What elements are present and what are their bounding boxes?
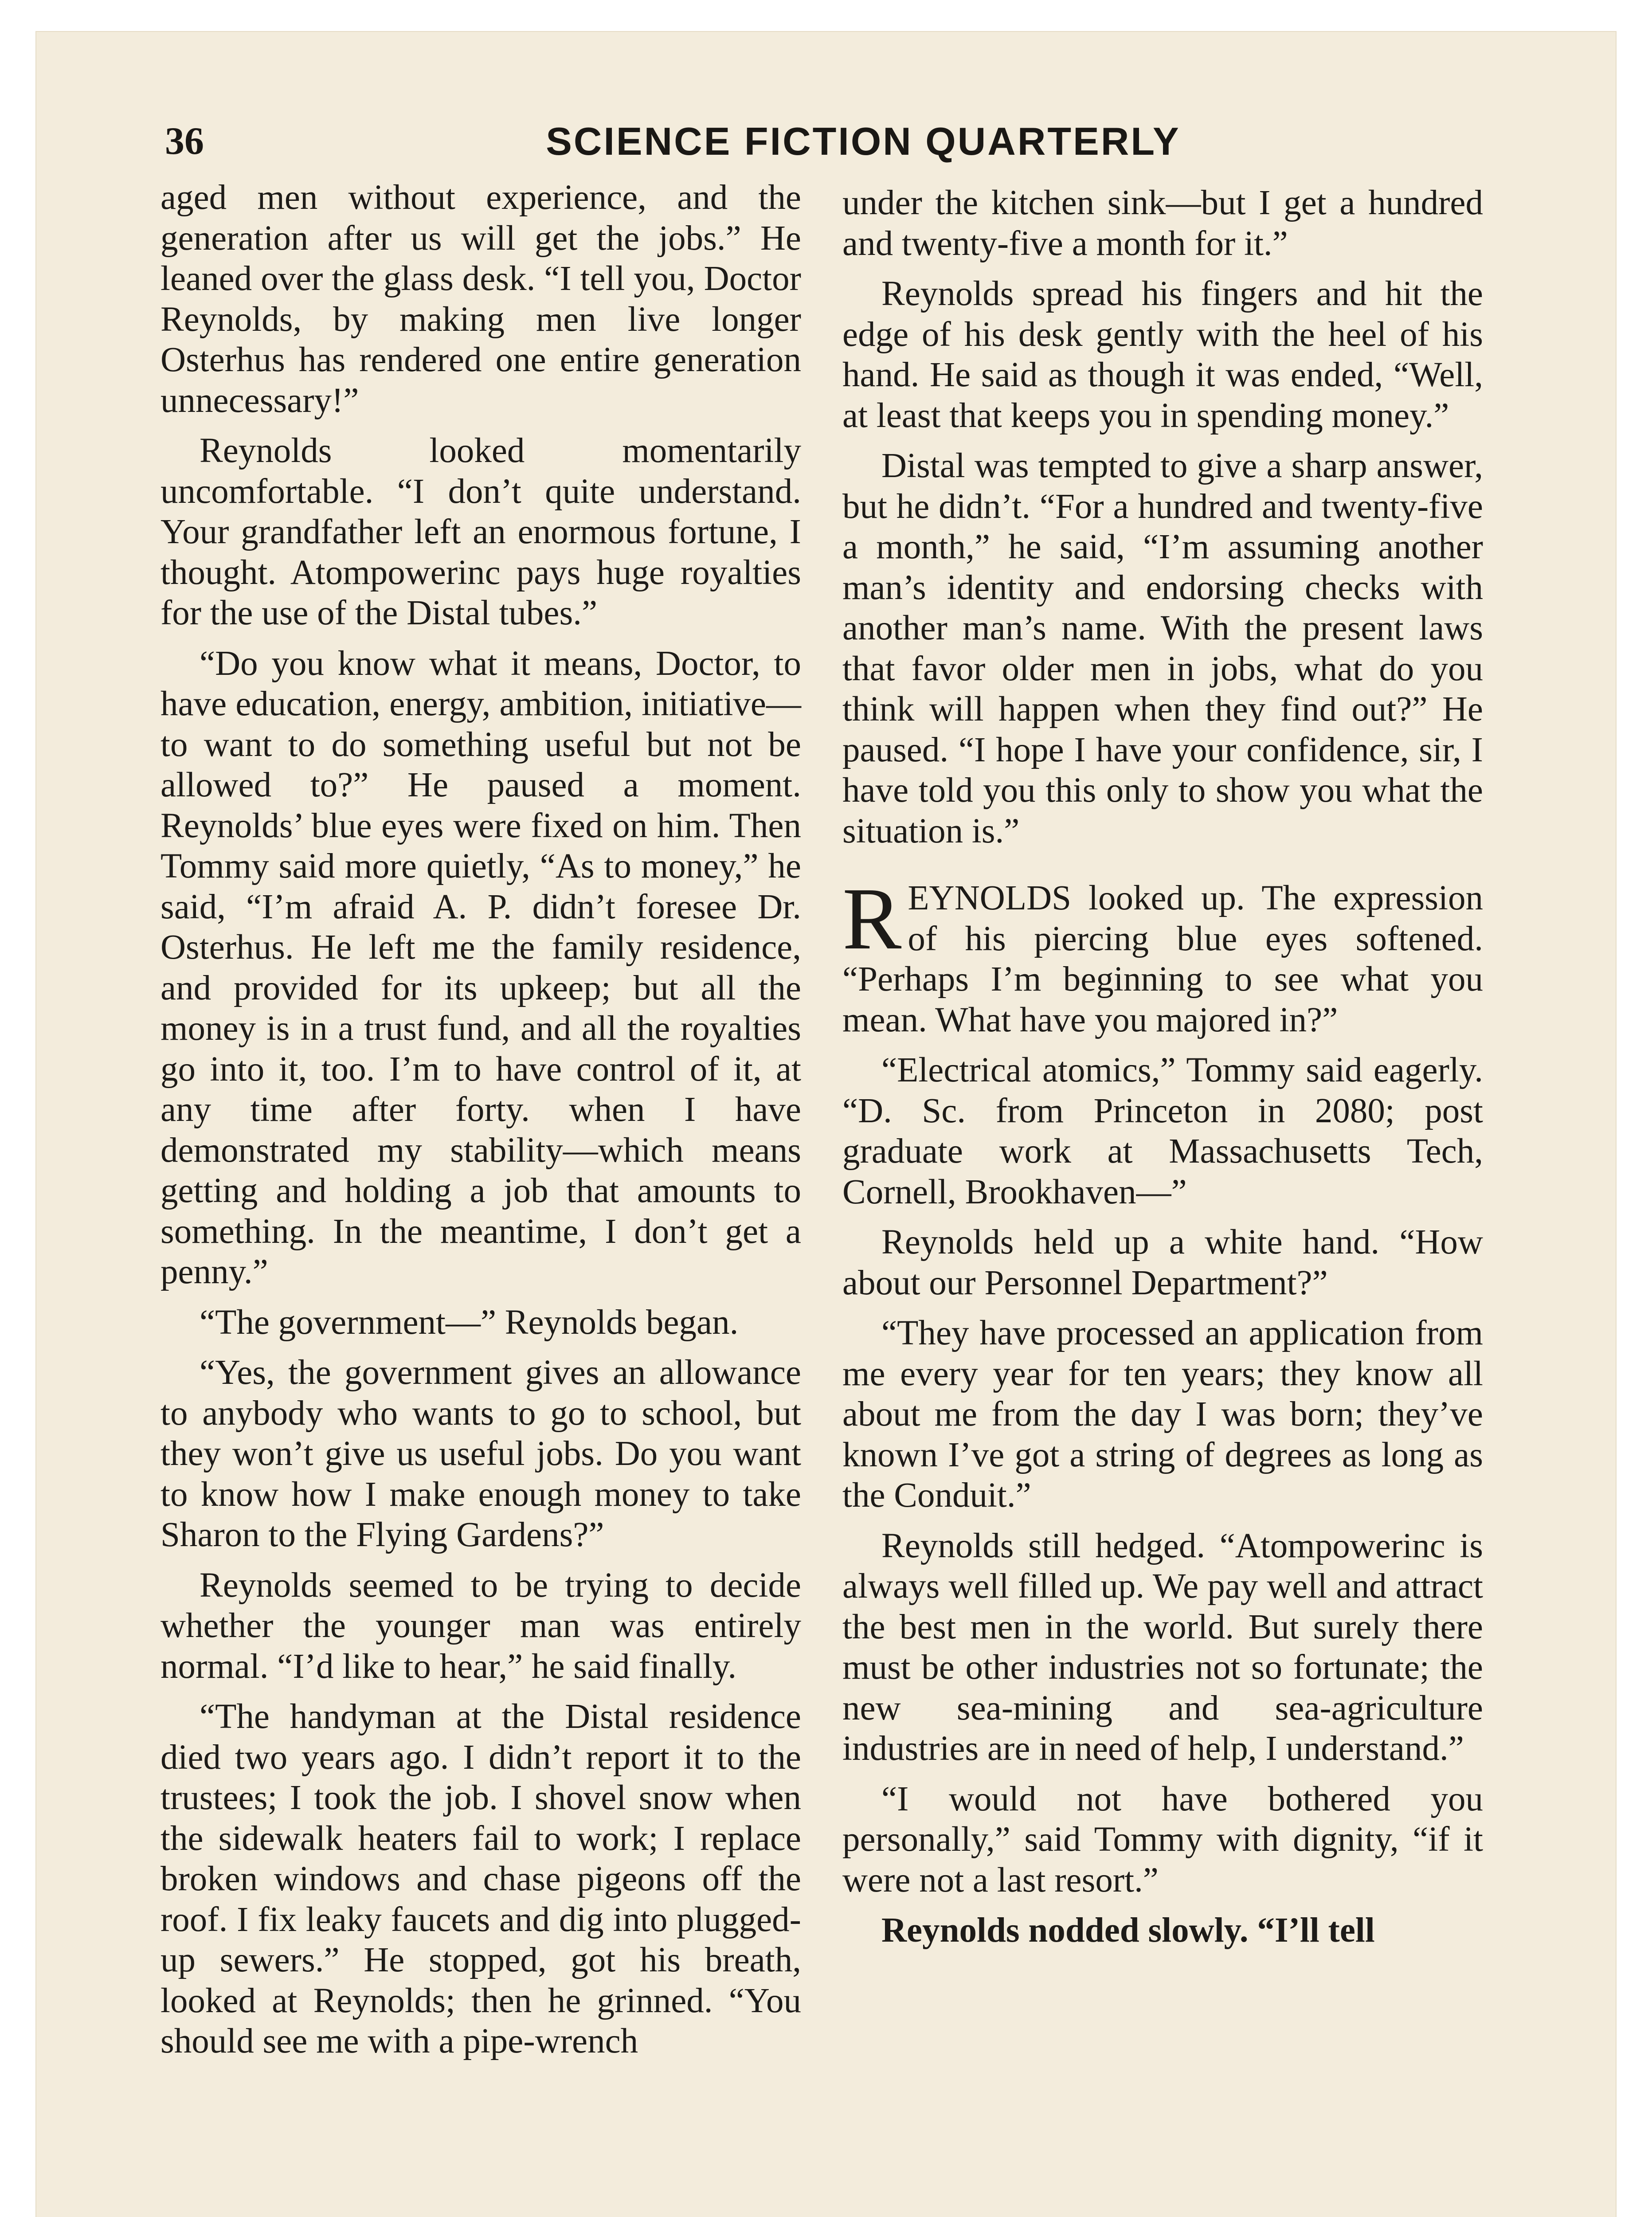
small-caps-lead: EYNOLDS [908, 879, 1072, 917]
paragraph: Distal was tempted to give a sharp answer, but he didn’t. “For a hundred and twenty-five a month,” he said, “I’m assuming another man’s identity and endorsing checks with another man’s name. With the present laws that favor older men in jobs, what do you think will happen when they find out?” He paused. “I hope I have your confidence, sir, I have told you this only to show you what the situation is.” [842, 447, 1483, 850]
section-opening-paragraph [842, 870, 1483, 1040]
paragraph: Reynolds held up a white hand. “How about our Personnel Department?” [842, 1223, 1483, 1302]
drop-cap: R [842, 870, 902, 968]
paragraph: “Do you know what it means, Doctor, to have education, energy, ambition, initiative—to want to do something useful but not be allowed to?” He paused a moment. Reynolds’ blue eyes were fixed on him. Then Tommy said more quietly, “As to money,” he said, “I’m afraid A. P. didn’t foresee Dr. Osterhus. He left me the family residence, and provided for its upkeep; but all the money is in a trust fund, and all the royalties go into it, too. I’m to have control of it, at any time after forty. when I have demonstrated my stability—which means getting and holding a job that amounts to something. In the meantime, I don’t get a penny.” [161, 644, 801, 1291]
page-header [165, 119, 1562, 175]
right-column [842, 183, 1483, 1961]
paragraph: “The government—” Reynolds began. [200, 1303, 739, 1342]
left-column [161, 177, 801, 2072]
paragraph: Reynolds looked momentarily uncomfortable. “I don’t quite understand. Your grandfather left an enormous fortune, I thought. Atompowerinc pays huge royalties for the use of the Distal tubes.” [161, 431, 801, 632]
paragraph: Reynolds still hedged. “Atompowerinc is always well filled up. We pay well and attract the best men in the world. But surely there must be other industries not so fortunate; the new sea-mining and sea-agriculture industries are in need of help, I understand.” [842, 1526, 1483, 1768]
paragraph: “They have processed an application from me every year for ten years; they know all about me from the day I was born; they’ve known I’ve got a string of degrees as long as the Conduit.” [842, 1314, 1483, 1515]
paragraph: under the kitchen sink—but I get a hundred and twenty-five a month for it.” [842, 184, 1483, 263]
paragraph: “Yes, the government gives an allowance to anybody who wants to go to school, but they won’t give us useful jobs. Do you want to know how I make enough money to take Sharon to the Flying Gardens?” [161, 1353, 801, 1554]
paragraph: Reynolds nodded slowly. “I’ll tell [881, 1911, 1375, 1950]
running-title: SCIENCE FICTION QUARTERLY [546, 119, 1181, 163]
paragraph: “The handyman at the Distal residence died two years ago. I didn’t report it to the trustees; I took the job. I shovel snow when the sidewalk heaters fail to work; I replace broken windows and chase pigeons off the roof. I fix leaky faucets and dig into plugged-up sewers.” He stopped, got his breath, looked at Reynolds; then he grinned. “You should see me with a pipe-wrench [161, 1697, 801, 2060]
paragraph: “I would not have bothered you personally,” said Tommy with dignity, “if it were not a last resort.” [842, 1779, 1483, 1900]
page-number: 36 [165, 120, 204, 163]
paragraph: “Electrical atomics,” Tommy said eagerly. “D. Sc. from Princeton in 2080; post graduate work at Massachusetts Tech, Cornell, Brookhaven—” [842, 1051, 1483, 1211]
paragraph-text: looked up. The expression of his piercing blue eyes softened. “Perhaps I’m beginning to see what you mean. What have you majored in?” [842, 879, 1483, 1039]
paragraph: aged men without experience, and the generation after us will get the jobs.” He leaned over the glass desk. “I tell you, Doctor Reynolds, by making men live longer Osterhus has rendered one entire generation unnecessary!” [161, 178, 801, 420]
paragraph: Reynolds spread his fingers and hit the edge of his desk gently with the heel of his hand. He said as though it was ended, “Well, at least that keeps you in spending money.” [842, 274, 1483, 435]
paragraph: Reynolds seemed to be trying to decide whether the younger man was entirely normal. “I’d like to hear,” he said finally. [161, 1566, 801, 1686]
